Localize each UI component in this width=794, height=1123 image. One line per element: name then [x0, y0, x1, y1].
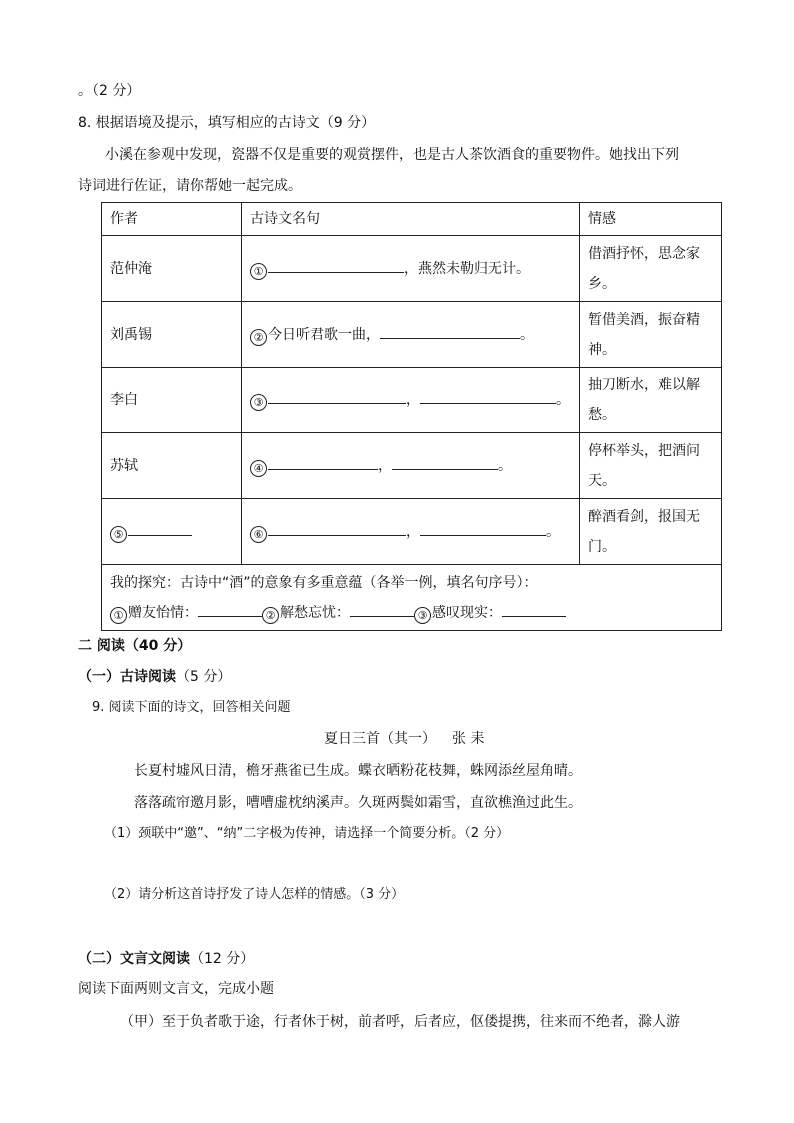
- section2-title: 二 阅读（40 分）: [78, 638, 192, 654]
- table-row: [102, 236, 722, 302]
- author-cell: 苏轼: [102, 433, 242, 499]
- verse-cell: [242, 368, 580, 433]
- header-verse: 古诗文名句: [242, 203, 580, 236]
- header-author: 作者: [102, 203, 242, 236]
- header-emotion: 情感: [580, 203, 722, 236]
- answer-blank[interactable]: [380, 323, 520, 339]
- answer-blank[interactable]: [268, 454, 378, 470]
- verse-text: 今日听君歌一曲，: [268, 326, 380, 343]
- verse-text: 。: [498, 457, 512, 474]
- verse-cell: [242, 302, 580, 368]
- part2-title: （二）文言文阅读: [78, 951, 190, 967]
- emotion-cell: 醉酒看剑，报国无门。: [580, 499, 722, 565]
- blank-number: ②: [262, 607, 279, 624]
- verse-text: 。: [520, 326, 534, 343]
- table-row: [102, 433, 722, 499]
- q9-part2: （2）请分析这首诗抒发了诗人怎样的情感。（3 分）: [104, 887, 405, 902]
- explore-label: 解愁忘忧：: [280, 604, 350, 621]
- answer-blank[interactable]: [268, 520, 406, 536]
- verse-text: ，燕然未勒归无计。: [404, 260, 530, 277]
- blank-number: ④: [250, 460, 267, 477]
- blank-number: ⑤: [110, 526, 127, 543]
- verse-cell: [242, 433, 580, 499]
- explore-items: [110, 598, 713, 628]
- verse-text: 。: [556, 392, 570, 408]
- author-cell: 李白: [102, 368, 242, 433]
- q9-part1: （1）颈联中“邀”、“纳”二字极为传神，请选择一个简要分析。（2 分）: [104, 826, 510, 841]
- poetry-table: [101, 202, 722, 631]
- poem-author: 张 耒: [452, 731, 485, 747]
- verse-text: ，: [378, 457, 392, 474]
- blank-number: ①: [110, 607, 127, 624]
- q8-title: 8. 根据语境及提示，填写相应的古诗文（9 分）: [78, 115, 376, 131]
- verse-text: ，: [406, 392, 420, 408]
- part1-score: （5 分）: [176, 669, 232, 685]
- explore-label: 感叹现实：: [432, 604, 502, 621]
- emotion-cell: 停杯举头，把酒问天。: [580, 433, 722, 499]
- poem-title: 夏日三首（其一）: [324, 731, 436, 747]
- prev-question-score: 。（2 分）: [78, 83, 141, 99]
- blank-number: ③: [250, 394, 267, 411]
- part2-score: （12 分）: [190, 951, 255, 967]
- table-header-row: [102, 203, 722, 236]
- verse-cell: [242, 236, 580, 302]
- part1-heading: [78, 668, 231, 686]
- part1-title: （一）古诗阅读: [78, 669, 176, 685]
- emotion-cell: 暂借美酒，振奋精神。: [580, 302, 722, 368]
- passage-line-1: （甲）至于负者歌于途，行者休于树，前者呼，后者应，伛偻提携，往来而不绝者，滁人游: [120, 1014, 680, 1030]
- q8-intro-line1: 小溪在参观中发现，瓷器不仅是重要的观赏摆件，也是古人茶饮酒食的重要物件。她找出下列: [105, 147, 679, 163]
- emotion-cell: 抽刀断水，难以解愁。: [580, 368, 722, 433]
- part2-intro: 阅读下面两则文言文，完成小题: [78, 981, 274, 997]
- verse-cell: [242, 499, 580, 565]
- blank-number: ③: [414, 607, 431, 624]
- author-cell: 范仲淹: [102, 236, 242, 302]
- answer-blank[interactable]: [420, 520, 546, 536]
- table-row: [102, 368, 722, 433]
- verse-text: ，: [406, 523, 420, 540]
- verse-text: 。: [546, 523, 560, 540]
- table-row: [102, 302, 722, 368]
- author-cell: [102, 499, 242, 565]
- poem-line-1: 长夏村墟风日清，檐牙燕雀已生成。蝶衣晒粉花枝舞，蛛网添丝屋角晴。: [134, 763, 582, 779]
- poem-heading: [324, 730, 484, 748]
- answer-blank[interactable]: [268, 388, 406, 404]
- emotion-cell: 借酒抒怀，思念家乡。: [580, 236, 722, 302]
- poem-line-2: 落落疏帘邀月影，嘈嘈虚枕纳溪声。久斑两鬓如霜雪，直欲樵渔过此生。: [134, 795, 582, 811]
- explore-row: [102, 565, 722, 631]
- blank-number: ②: [250, 329, 267, 346]
- explore-cell: [102, 565, 722, 631]
- q9-title: 9. 阅读下面的诗文，回答相关问题: [92, 700, 291, 715]
- answer-blank[interactable]: [502, 601, 566, 617]
- answer-blank[interactable]: [420, 388, 556, 404]
- answer-blank[interactable]: [350, 601, 414, 617]
- blank-number: ⑥: [250, 526, 267, 543]
- blank-number: ①: [250, 263, 267, 280]
- table-row: [102, 499, 722, 565]
- answer-blank[interactable]: [268, 257, 404, 273]
- author-cell: 刘禹锡: [102, 302, 242, 368]
- answer-blank[interactable]: [198, 601, 262, 617]
- explore-label: 赠友怡情：: [128, 604, 198, 621]
- explore-prompt: 我的探究：古诗中“酒”的意象有多重意蕴（各举一例，填名句序号）：: [110, 574, 538, 591]
- part2-heading: [78, 950, 254, 968]
- answer-blank[interactable]: [392, 454, 498, 470]
- q8-intro-line2: 诗词进行佐证，请你帮她一起完成。: [78, 178, 302, 194]
- answer-blank[interactable]: [128, 520, 192, 536]
